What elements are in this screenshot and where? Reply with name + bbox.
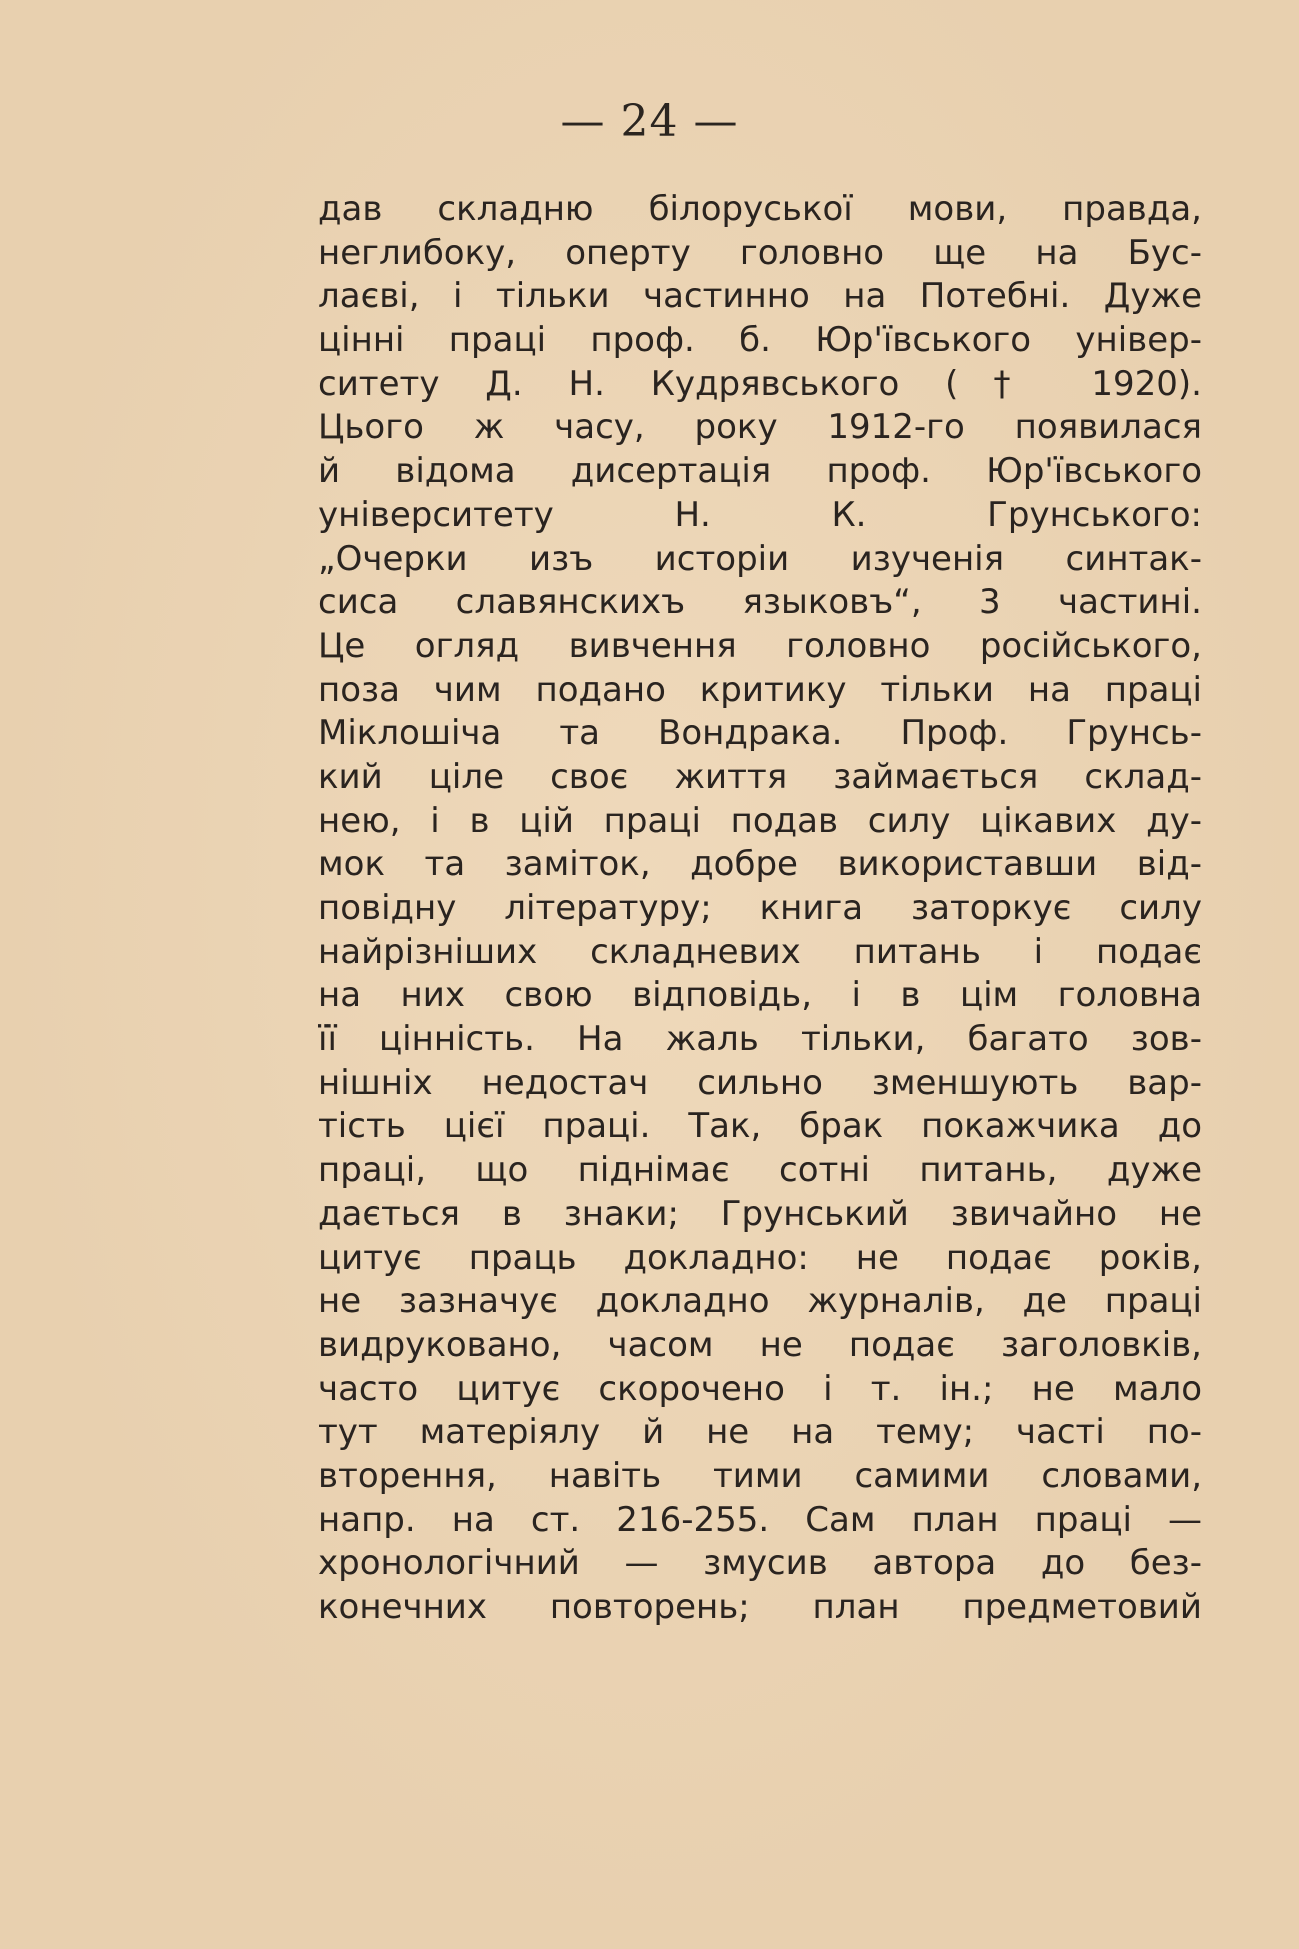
text-line: поза чим подано критику тільки на праці — [318, 669, 1202, 710]
text-line: Цього ж часу, року 1912-го появилася — [318, 407, 1202, 448]
text-line: нішніх недостач сильно зменшують вар- — [318, 1062, 1202, 1103]
page-number: — 24 — — [560, 96, 739, 147]
text-line: лаєві, і тільки частинно на Потебні. Дуже — [318, 276, 1202, 317]
text-line: мок та заміток, добре використавши від- — [318, 844, 1202, 885]
text-line: кий ціле своє життя займається склад- — [318, 756, 1202, 797]
text-line: найрізніших складневих питань і подає — [318, 931, 1202, 972]
text-line: праці, що піднімає сотні питань, дуже — [318, 1150, 1202, 1191]
text-line: сиса славянскихъ языковъ“, 3 частині. — [318, 582, 1202, 623]
text-line: цінні праці проф. б. Юр'ївського універ- — [318, 320, 1202, 361]
text-line: її цінність. На жаль тільки, багато зов- — [318, 1019, 1202, 1060]
text-line: тут матеріялу й не на тему; часті по- — [318, 1412, 1202, 1453]
text-line: хронологічний — змусив автора до без- — [318, 1543, 1202, 1584]
text-line: неглибоку, оперту головно ще на Бус- — [318, 232, 1202, 273]
text-line: Це огляд вивчення головно російського, — [318, 625, 1202, 666]
text-line: повідну літературу; книга заторкує силу — [318, 888, 1202, 928]
text-line: конечних повторень; план предметовий — [318, 1587, 1202, 1627]
text-line: часто цитує скорочено і т. ін.; не мало — [318, 1368, 1202, 1409]
text-line: Міклошіча та Вондрака. Проф. Грунсь- — [318, 713, 1202, 754]
text-line: дав складню білоруської мови, правда, — [318, 189, 1202, 229]
text-line: видруковано, часом не подає заголовків, — [318, 1324, 1202, 1365]
text-line: дається в знаки; Грунський звичайно не — [318, 1193, 1202, 1234]
text-line: й відома дисертація проф. Юр'ївського — [318, 451, 1202, 492]
text-line: напр. на ст. 216-255. Сам план праці — — [318, 1499, 1202, 1540]
text-line: цитує праць докладно: не подає років, — [318, 1237, 1202, 1278]
text-line: тість цієї праці. Так, брак покажчика до — [318, 1106, 1202, 1147]
text-line: нею, і в цій праці подав силу цікавих ду- — [318, 800, 1202, 841]
text-line: на них свою відповідь, і в цім головна — [318, 975, 1202, 1016]
text-line: вторення, навіть тими самими словами, — [318, 1455, 1202, 1496]
text-line: „Очерки изъ исторіи изученія синтак- — [318, 538, 1202, 579]
text-line: університету Н. К. Грунського: — [318, 494, 1202, 535]
body-text — [318, 188, 1202, 1630]
text-line: не зазначує докладно журналів, де праці — [318, 1281, 1202, 1322]
text-line: ситету Д. Н. Кудрявського († 1920). — [318, 363, 1202, 404]
